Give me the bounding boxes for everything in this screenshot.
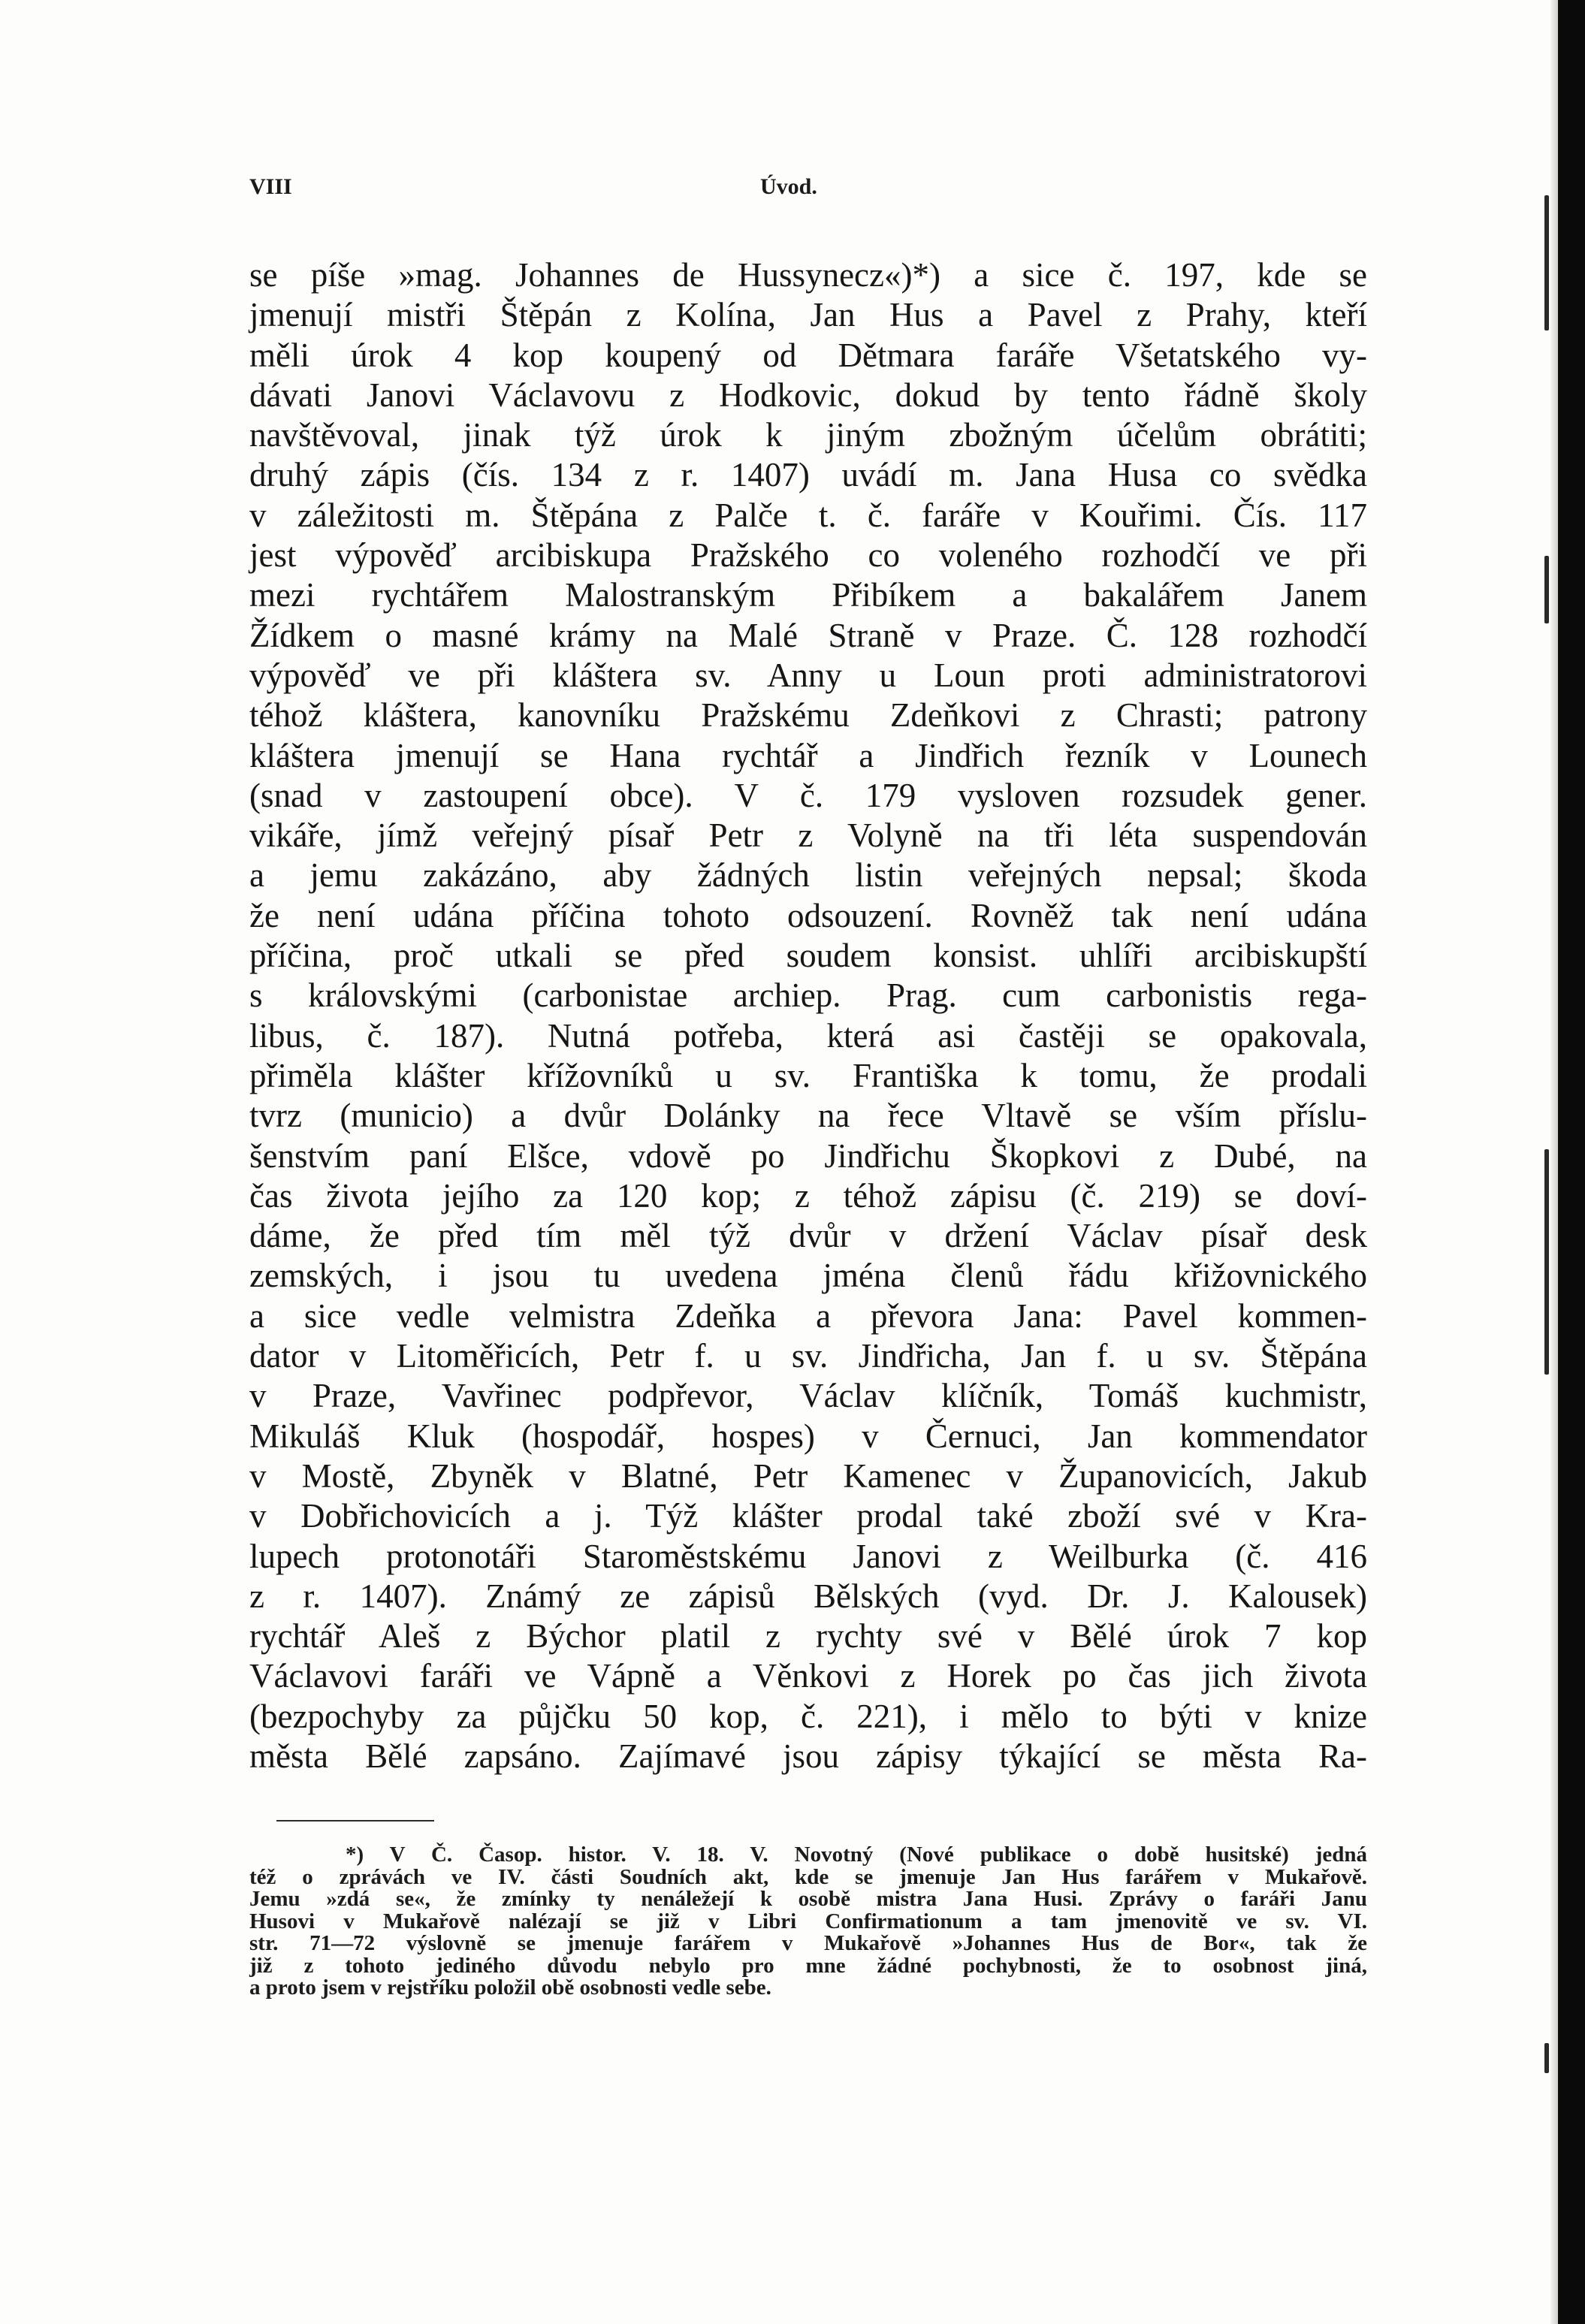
text-line: v Praze, Vavřinec podpřevor, Václav klíčník, Tomáš kuchmistr, xyxy=(249,1377,1367,1415)
text-line: mezi rychtářem Malostranským Přibíkem a bakalářem Janem xyxy=(249,576,1367,614)
text-line: přiměla klášter křížovníků u sv. Františka k tomu, že prodali xyxy=(249,1056,1367,1094)
text-line: druhý zápis (čís. 134 z r. 1407) uvádí m. Jana Husa co svědka xyxy=(249,456,1367,494)
text-line: a sice vedle velmistra Zdeňka a převora Jana: Pavel kommen- xyxy=(249,1296,1367,1335)
text-line: se píše »mag. Johannes de Hussynecz«)*) a sice č. 197, kde se xyxy=(249,256,1367,294)
text-line: s královskými (carbonistae archiep. Prag. cum carbonistis rega- xyxy=(249,976,1367,1015)
text-line: v Dobřichovicích a j. Týž klášter prodal také zboží své v Kra- xyxy=(249,1497,1367,1535)
footnote-line: též o zprávách ve IV. části Soudních akt, kde se jmenuje Jan Hus farářem v Mukařově. xyxy=(249,1864,1367,1889)
text-line: téhož kláštera, kanovníku Pražskému Zdeňkovi z Chrasti; patrony xyxy=(249,696,1367,735)
main-text xyxy=(249,255,1367,1776)
text-line: příčina, proč utkali se před soudem konsist. uhlíři arcibiskupští xyxy=(249,937,1367,975)
text-line: dáme, že před tím měl týž dvůr v držení Václav písař desk xyxy=(249,1217,1367,1255)
text-line: dator v Litoměřicích, Petr f. u sv. Jindřicha, Jan f. u sv. Štěpána xyxy=(249,1337,1367,1375)
text-line: že není udána příčina tohoto odsouzení. Rovněž tak není udána xyxy=(249,896,1367,934)
text-line: tvrz (municio) a dvůr Dolánky na řece Vltavě se vším příslu- xyxy=(249,1097,1367,1135)
text-line: v Mostě, Zbyněk v Blatné, Petr Kamenec v Županovicích, Jakub xyxy=(249,1456,1367,1495)
text-line: libus, č. 187). Nutná potřeba, která asi častěji se opakovala, xyxy=(249,1016,1367,1055)
text-line: z r. 1407). Známý ze zápisů Bělských (vyd. Dr. J. Kalousek) xyxy=(249,1577,1367,1615)
scan-artifact xyxy=(1544,2043,1549,2073)
text-line: (snad v zastoupení obce). V č. 179 vysloven rozsudek gener. xyxy=(249,776,1367,814)
text-line: v záležitosti m. Štěpána z Palče t. č. faráře v Kouřimi. Čís. 117 xyxy=(249,496,1367,534)
page-edge-shadow xyxy=(1550,0,1558,2324)
scan-border xyxy=(1558,0,1585,2324)
text-line: Žídkem o masné krámy na Malé Straně v Praze. Č. 128 rozhodčí xyxy=(249,616,1367,654)
scan-artifact xyxy=(1544,195,1549,330)
text-line: jest výpověď arcibiskupa Pražského co voleného rozhodčí ve při xyxy=(249,536,1367,575)
scan-artifact xyxy=(1544,556,1549,623)
footnote-line: Jemu »zdá se«, že zmínky ty nenáležejí k osobě mistra Jana Husi. Zprávy o faráři Janu xyxy=(249,1887,1367,1911)
text-line: města Bělé zapsáno. Zajímavé jsou zápisy týkající se města Ra- xyxy=(249,1737,1367,1775)
text-line: lupech protonotáři Staroměstskému Janovi z Weilburka (č. 416 xyxy=(249,1537,1367,1575)
footnote-line: Husovi v Mukařově nalézají se již v Libri Confirmationum a tam jmenovitě ve sv. VI. xyxy=(249,1909,1367,1933)
text-line: a jemu zakázáno, aby žádných listin veřejných nepsal; škoda xyxy=(249,856,1367,895)
text-line: dávati Janovi Václavovu z Hodkovic, dokud by tento řádně školy xyxy=(249,376,1367,414)
text-line: kláštera jmenují se Hana rychtář a Jindřich řezník v Lounech xyxy=(249,736,1367,774)
text-line: navštěvoval, jinak týž úrok k jiným zbožným účelům obrátiti; xyxy=(249,416,1367,454)
text-line: vikáře, jímž veřejný písař Petr z Volyně na tři léta suspendován xyxy=(249,816,1367,855)
text-line: jmenují mistři Štěpán z Kolína, Jan Hus a Pavel z Prahy, kteří xyxy=(249,296,1367,334)
footnote-line: *) V Č. Časop. histor. V. 18. V. Novotný (Nové publikace o době husitské) jedná xyxy=(346,1843,1367,1867)
text-line: čas života jejího za 120 kop; z téhož zápisu (č. 219) se doví- xyxy=(249,1176,1367,1215)
text-line: měli úrok 4 kop koupený od Dětmara faráře Všetatského vy- xyxy=(249,336,1367,374)
text-line: Václavovi faráři ve Vápně a Věnkovi z Horek po čas jich života xyxy=(249,1657,1367,1695)
text-line: Mikuláš Kluk (hospodář, hospes) v Černuci, Jan kommendator xyxy=(249,1417,1367,1455)
footnote-line: str. 71—72 výslovně se jmenuje farářem v Mukařově »Johannes Hus de Bor«, tak že xyxy=(249,1931,1367,1955)
text-line: výpověď ve při kláštera sv. Anny u Loun proti administratorovi xyxy=(249,656,1367,694)
footnote-line: a proto jsem v rejstříku položil obě osobnosti vedle sebe. xyxy=(249,1975,771,2000)
footnote xyxy=(249,1844,1367,2000)
text-line: šenstvím paní Elšce, vdově po Jindřichu Škopkovi z Dubé, na xyxy=(249,1136,1367,1175)
text-line: zemských, i jsou tu uvedena jména členů řádu křižovnického xyxy=(249,1257,1367,1295)
text-line: (bezpochyby za půjčku 50 kop, č. 221), i mělo to býti v knize xyxy=(249,1697,1367,1735)
scan-artifact xyxy=(1544,1149,1549,1375)
page-header xyxy=(249,174,1367,204)
footnote-line: již z tohoto jediného důvodu nebylo pro mne žádné pochybnosti, že to osobnost jiná, xyxy=(249,1953,1367,1978)
text-line: rychtář Aleš z Býchor platil z rychty své v Bělé úrok 7 kop xyxy=(249,1617,1367,1655)
running-title: Úvod. xyxy=(760,174,817,199)
page-number: VIII xyxy=(249,174,292,199)
footnote-divider xyxy=(276,1820,434,1821)
